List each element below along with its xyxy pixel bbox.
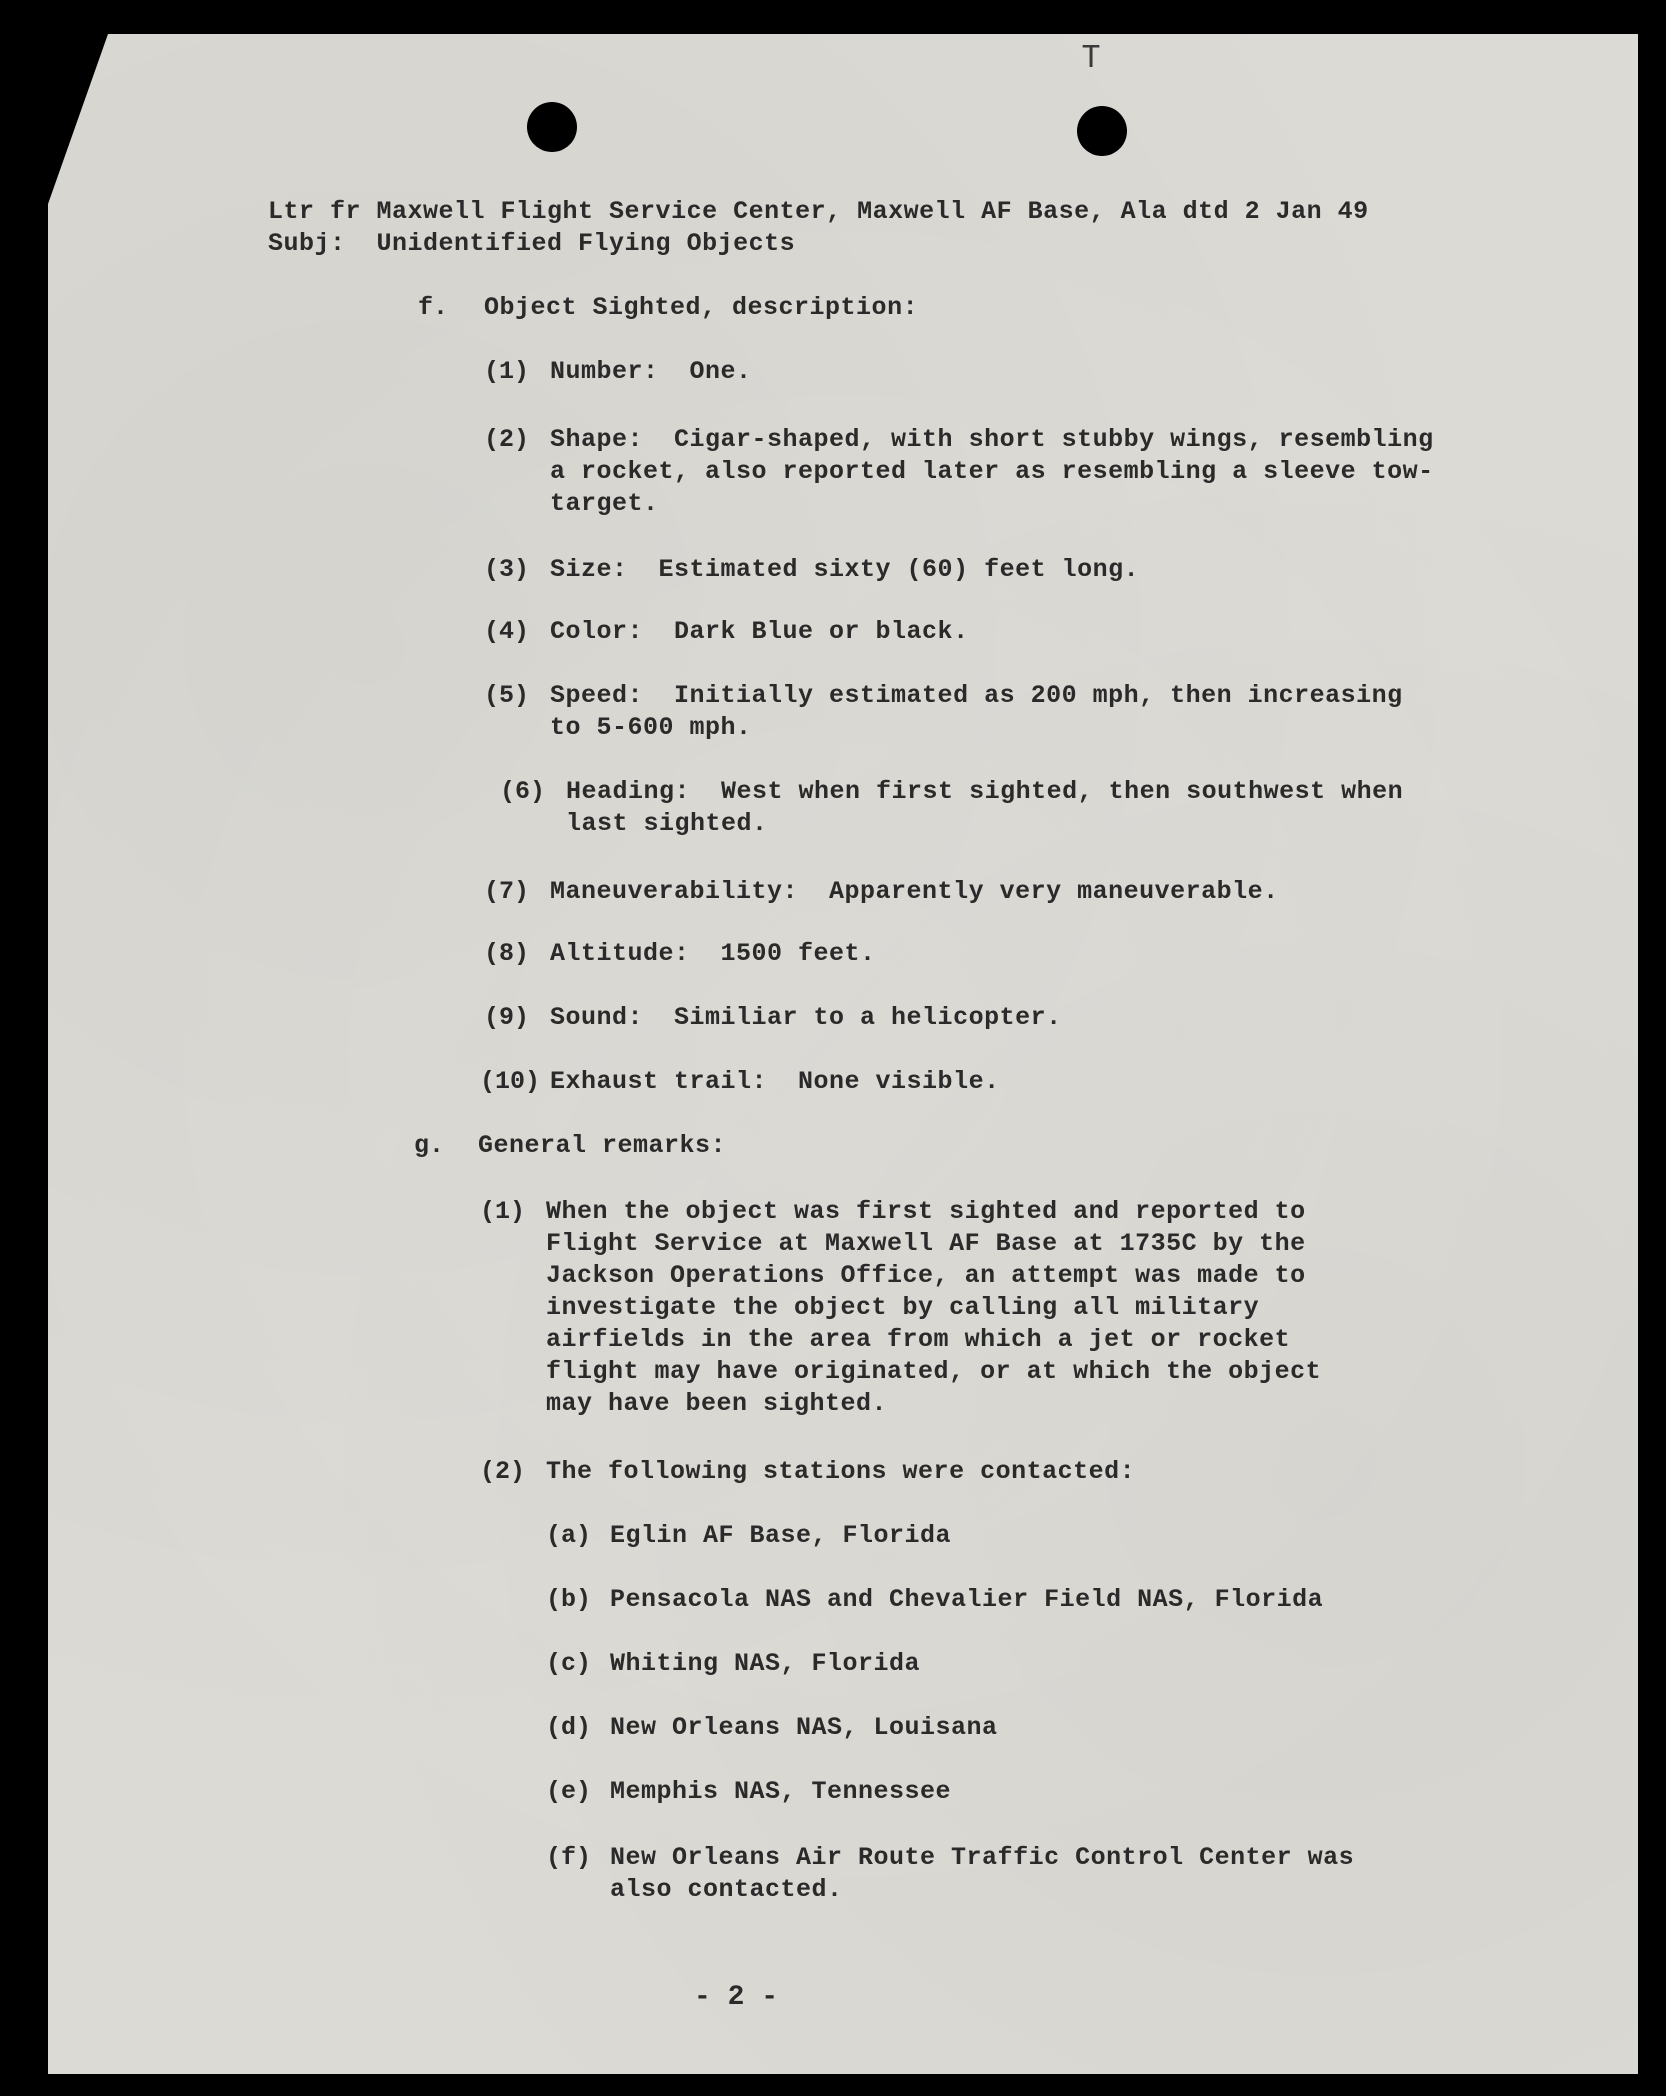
item-number: (2)	[480, 1457, 526, 1486]
item-text: Maneuverability: Apparently very maneuverable.	[550, 877, 1279, 906]
station-name: New Orleans Air Route Traffic Control Center was	[610, 1843, 1355, 1872]
remark-text: When the object was first sighted and reported to	[546, 1197, 1306, 1226]
item-number: (1)	[480, 1197, 526, 1226]
item-number: (9)	[484, 1003, 530, 1032]
item-text: Altitude: 1500 feet.	[550, 939, 876, 968]
item-number: (5)	[484, 681, 530, 710]
item-number: (2)	[484, 425, 530, 454]
item-text: target.	[550, 489, 659, 518]
station-letter: (b)	[546, 1585, 592, 1614]
station-letter: (a)	[546, 1521, 592, 1550]
section-g-heading: General remarks:	[478, 1131, 727, 1160]
torn-corner	[48, 34, 108, 204]
item-number: (7)	[484, 877, 530, 906]
item-text: to 5-600 mph.	[550, 713, 752, 742]
item-text: a rocket, also reported later as resembling a sleeve tow-	[550, 457, 1434, 486]
stations-heading: The following stations were contacted:	[546, 1457, 1136, 1486]
item-text: last sighted.	[566, 809, 768, 838]
punch-hole-left	[527, 102, 577, 152]
item-number: (8)	[484, 939, 530, 968]
item-text: Size: Estimated sixty (60) feet long.	[550, 555, 1140, 584]
station-letter: (f)	[546, 1843, 592, 1872]
remark-text: Flight Service at Maxwell AF Base at 1735C by the	[546, 1229, 1306, 1258]
punch-hole-right	[1077, 106, 1127, 156]
item-text: Sound: Similiar to a helicopter.	[550, 1003, 1062, 1032]
item-text: Heading: West when first sighted, then southwest when	[566, 777, 1404, 806]
station-name: also contacted.	[610, 1875, 843, 1904]
page-number: - 2 -	[694, 1982, 779, 2013]
station-name: Whiting NAS, Florida	[610, 1649, 921, 1678]
letter-reference: Ltr fr Maxwell Flight Service Center, Maxwell AF Base, Ala dtd 2 Jan 49	[268, 197, 1369, 226]
remark-text: investigate the object by calling all military	[546, 1293, 1260, 1322]
item-text: Exhaust trail: None visible.	[550, 1067, 1000, 1096]
section-f-heading: Object Sighted, description:	[484, 293, 919, 322]
item-number: (3)	[484, 555, 530, 584]
item-text: Shape: Cigar-shaped, with short stubby wings, resembling	[550, 425, 1434, 454]
section-g-label: g.	[414, 1131, 445, 1160]
item-text: Speed: Initially estimated as 200 mph, then increasing	[550, 681, 1403, 710]
station-letter: (e)	[546, 1777, 592, 1806]
item-text: Number: One.	[550, 357, 752, 386]
station-letter: (c)	[546, 1649, 592, 1678]
handwritten-mark: T	[1082, 40, 1101, 75]
document-page	[48, 34, 1638, 2074]
remark-text: Jackson Operations Office, an attempt was made to	[546, 1261, 1306, 1290]
remark-text: flight may have originated, or at which the object	[546, 1357, 1322, 1386]
remark-text: may have been sighted.	[546, 1389, 888, 1418]
station-name: Eglin AF Base, Florida	[610, 1521, 952, 1550]
letter-subject: Subj: Unidentified Flying Objects	[268, 229, 796, 258]
section-f-label: f.	[418, 293, 449, 322]
item-number: (10)	[480, 1067, 541, 1096]
station-name: New Orleans NAS, Louisana	[610, 1713, 998, 1742]
item-number: (1)	[484, 357, 530, 386]
remark-text: airfields in the area from which a jet or rocket	[546, 1325, 1291, 1354]
item-number: (4)	[484, 617, 530, 646]
station-name: Pensacola NAS and Chevalier Field NAS, Florida	[610, 1585, 1324, 1614]
item-text: Color: Dark Blue or black.	[550, 617, 969, 646]
station-name: Memphis NAS, Tennessee	[610, 1777, 952, 1806]
station-letter: (d)	[546, 1713, 592, 1742]
item-number: (6)	[500, 777, 546, 806]
